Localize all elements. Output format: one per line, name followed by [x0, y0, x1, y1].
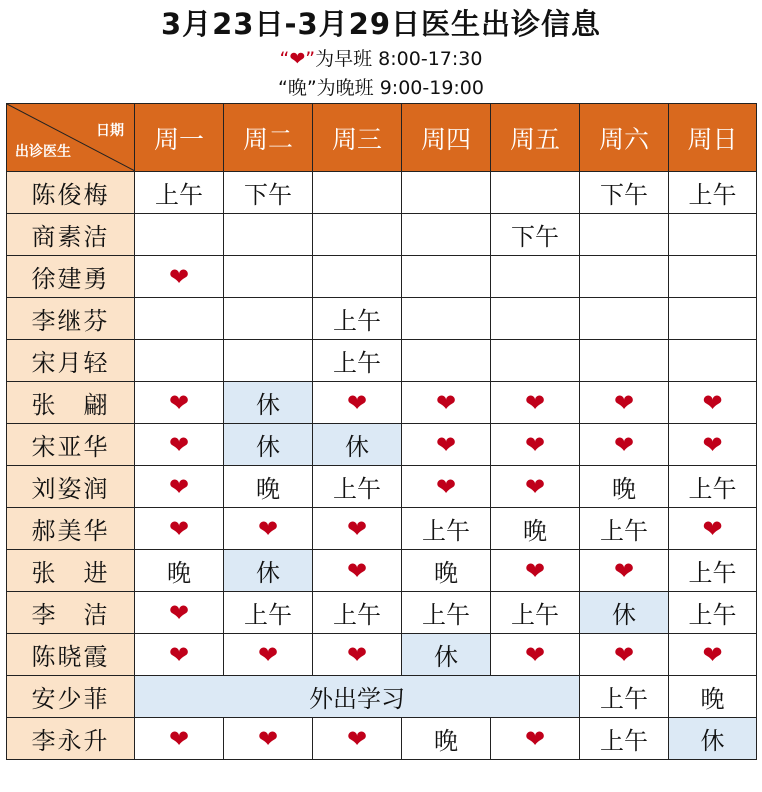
heart-icon: ❤	[669, 634, 757, 676]
doctor-name: 郝美华	[7, 508, 135, 550]
heart-icon: ❤	[669, 382, 757, 424]
table-row	[7, 508, 757, 550]
table-row	[7, 256, 757, 298]
doctor-name: 宋月轻	[7, 340, 135, 382]
heart-icon: ❤	[135, 382, 224, 424]
heart-icon: ❤	[135, 592, 224, 634]
corner-date-label: 日期	[96, 123, 124, 139]
heart-icon: ❤	[580, 634, 669, 676]
shift-cell: 晚	[580, 466, 669, 508]
table-row	[7, 382, 757, 424]
table-row	[7, 718, 757, 760]
shift-cell	[580, 298, 669, 340]
day-header: 周二	[224, 104, 313, 172]
shift-cell: 晚	[224, 466, 313, 508]
shift-cell	[224, 340, 313, 382]
heart-icon: ❤	[580, 424, 669, 466]
shift-cell	[313, 256, 402, 298]
shift-cell	[669, 340, 757, 382]
table-row	[7, 634, 757, 676]
shift-cell	[224, 256, 313, 298]
heart-icon: ❤	[135, 634, 224, 676]
heart-icon: ❤	[224, 634, 313, 676]
heart-icon: ❤	[313, 508, 402, 550]
day-header: 周日	[669, 104, 757, 172]
table-row	[7, 424, 757, 466]
table-row	[7, 172, 757, 214]
doctor-name: 张 翩	[7, 382, 135, 424]
heart-icon: ❤	[224, 508, 313, 550]
heart-icon: ❤	[491, 550, 580, 592]
legend-early-shift	[0, 47, 762, 71]
shift-cell	[402, 298, 491, 340]
shift-cell	[580, 256, 669, 298]
rest-cell: 休	[580, 592, 669, 634]
shift-cell	[313, 172, 402, 214]
shift-cell	[402, 256, 491, 298]
corner-doctor-label: 出诊医生	[15, 144, 71, 160]
shift-cell	[580, 214, 669, 256]
shift-cell	[402, 214, 491, 256]
doctor-name: 宋亚华	[7, 424, 135, 466]
table-row	[7, 676, 757, 718]
shift-cell: 上午	[491, 592, 580, 634]
heart-icon: ❤	[135, 424, 224, 466]
heart-icon: ❤	[313, 634, 402, 676]
legend-late-mark: “晚”	[277, 77, 317, 99]
shift-cell: 上午	[669, 550, 757, 592]
shift-cell: 上午	[402, 592, 491, 634]
shift-cell: 上午	[580, 718, 669, 760]
doctor-name: 李 洁	[7, 592, 135, 634]
heart-icon: ❤	[135, 718, 224, 760]
heart-icon: ❤	[491, 466, 580, 508]
heart-icon: ❤	[313, 382, 402, 424]
rest-cell: 休	[224, 424, 313, 466]
study-leave-cell: 外出学习	[135, 676, 580, 718]
heart-icon: ❤	[224, 718, 313, 760]
heart-icon: ❤	[669, 508, 757, 550]
day-header: 周四	[402, 104, 491, 172]
heart-icon: ❤	[491, 382, 580, 424]
shift-cell	[669, 214, 757, 256]
shift-cell	[669, 256, 757, 298]
day-header: 周六	[580, 104, 669, 172]
shift-cell: 晚	[402, 718, 491, 760]
shift-cell: 上午	[313, 298, 402, 340]
shift-cell	[224, 214, 313, 256]
shift-cell	[491, 256, 580, 298]
shift-cell: 下午	[224, 172, 313, 214]
heart-icon: ❤	[313, 718, 402, 760]
shift-cell: 下午	[580, 172, 669, 214]
shift-cell: 晚	[135, 550, 224, 592]
rest-cell: 休	[313, 424, 402, 466]
heart-icon: ❤	[491, 718, 580, 760]
shift-cell: 上午	[313, 340, 402, 382]
doctor-name: 徐建勇	[7, 256, 135, 298]
heart-icon: ❤	[135, 466, 224, 508]
shift-cell	[669, 298, 757, 340]
shift-cell: 上午	[135, 172, 224, 214]
rest-cell: 休	[669, 718, 757, 760]
shift-cell: 上午	[224, 592, 313, 634]
shift-cell	[135, 340, 224, 382]
day-header: 周一	[135, 104, 224, 172]
shift-cell: 上午	[669, 172, 757, 214]
doctor-name: 李永升	[7, 718, 135, 760]
shift-cell: 上午	[669, 592, 757, 634]
shift-cell: 上午	[580, 676, 669, 718]
table-row	[7, 214, 757, 256]
shift-cell: 上午	[580, 508, 669, 550]
doctor-name: 陈晓霞	[7, 634, 135, 676]
rest-cell: 休	[402, 634, 491, 676]
heart-icon-legend: “❤”	[279, 48, 316, 70]
shift-cell: 晚	[402, 550, 491, 592]
day-header: 周五	[491, 104, 580, 172]
legend-early-text: 为早班 8:00-17:30	[315, 48, 483, 70]
shift-cell: 上午	[669, 466, 757, 508]
doctor-name: 刘姿润	[7, 466, 135, 508]
page-title: 3月23日-3月29日医生出诊信息	[160, 7, 602, 41]
table-row	[7, 550, 757, 592]
heart-icon: ❤	[135, 508, 224, 550]
table-row	[7, 340, 757, 382]
doctor-name: 安少菲	[7, 676, 135, 718]
day-header: 周三	[313, 104, 402, 172]
doctor-name: 张 进	[7, 550, 135, 592]
rest-cell: 休	[224, 382, 313, 424]
shift-cell	[491, 340, 580, 382]
heart-icon: ❤	[491, 424, 580, 466]
table-row	[7, 592, 757, 634]
shift-cell	[135, 214, 224, 256]
shift-cell	[491, 298, 580, 340]
schedule-table	[6, 103, 757, 760]
table-row	[7, 466, 757, 508]
doctor-name: 陈俊梅	[7, 172, 135, 214]
doctor-name: 商素洁	[7, 214, 135, 256]
shift-cell	[313, 214, 402, 256]
schedule-body	[7, 172, 757, 760]
shift-cell: 下午	[491, 214, 580, 256]
shift-cell	[135, 298, 224, 340]
shift-cell: 上午	[313, 466, 402, 508]
shift-cell: 上午	[402, 508, 491, 550]
heart-icon: ❤	[402, 424, 491, 466]
shift-cell	[580, 340, 669, 382]
corner-header	[7, 104, 135, 172]
table-row	[7, 298, 757, 340]
heart-icon: ❤	[669, 424, 757, 466]
doctor-name: 李继芬	[7, 298, 135, 340]
shift-cell	[491, 172, 580, 214]
shift-cell	[402, 340, 491, 382]
heart-icon: ❤	[580, 550, 669, 592]
shift-cell: 上午	[313, 592, 402, 634]
shift-cell: 晚	[669, 676, 757, 718]
shift-cell	[224, 298, 313, 340]
heart-icon: ❤	[402, 382, 491, 424]
heart-icon: ❤	[135, 256, 224, 298]
shift-cell: 晚	[491, 508, 580, 550]
header-row	[7, 104, 757, 172]
heart-icon: ❤	[491, 634, 580, 676]
heart-icon: ❤	[402, 466, 491, 508]
heart-icon: ❤	[580, 382, 669, 424]
legend-late-shift	[0, 76, 762, 100]
heart-icon: ❤	[313, 550, 402, 592]
rest-cell: 休	[224, 550, 313, 592]
legend-late-text: 为晚班 9:00-19:00	[316, 77, 484, 99]
shift-cell	[402, 172, 491, 214]
